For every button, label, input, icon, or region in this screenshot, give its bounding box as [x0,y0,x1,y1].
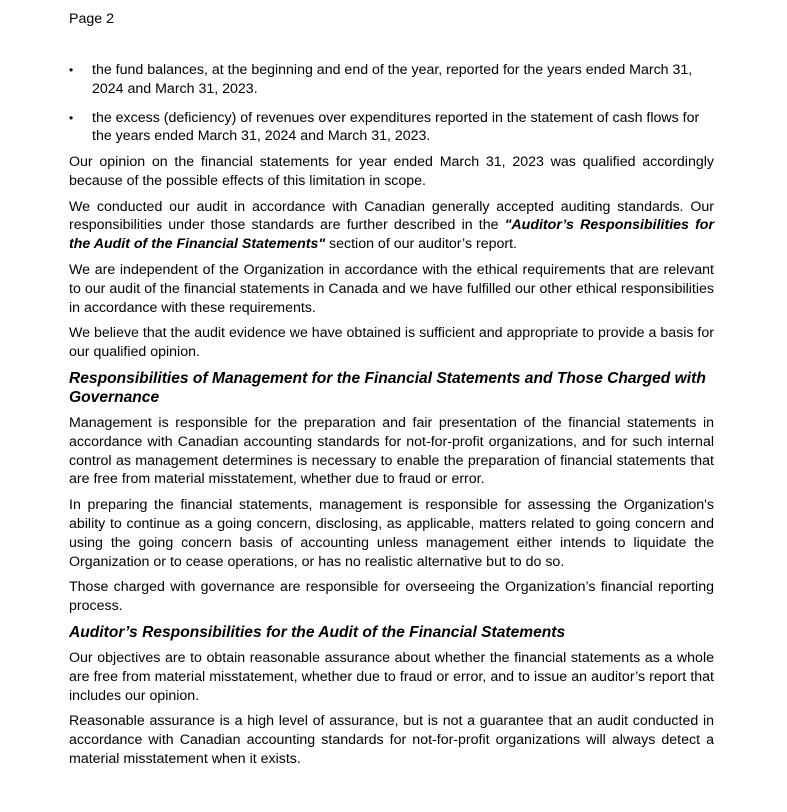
list-item [69,109,714,147]
paragraph-reasonable-assurance: Reasonable assurance is a high level of assurance, but is not a guarantee that an audit conducted in accordance with Canadian accounting standards for not-for-profit organizations will always detect a material misstatement when it exists. [69,713,714,767]
document-body [69,153,714,776]
paragraph-audit-standards [69,198,714,254]
paragraph-governance-oversight: Those charged with governance are responsible for overseeing the Organization’s financial reporting process. [69,579,714,615]
bullet-list [69,61,714,156]
paragraph-independence: We are independent of the Organization in accordance with the ethical requirements that are relevant to our audit of the financial statements in Canada and we have fulfilled our other ethical responsibilities in accordance with these requirements. [69,261,714,316]
section-reference: "Auditor’s Responsibilities for the Audit of the Financial Statements" [69,217,714,253]
list-item [69,61,714,99]
paragraph-management-preparation: Management is responsible for the preparation and fair presentation of the financial statements in accordance with Canadian accounting standards for not-for-profit organizations, and for such internal control as management determines is necessary to enable the preparation of financial statements that are free from material misstatement, whether due to fraud or error. [69,414,714,488]
bullet-marker: • [69,110,74,125]
paragraph-qualified-opinion-note: Our opinion on the financial statements for year ended March 31, 2023 was qualified accordingly because of the possible effects of this limitation in scope. [69,154,714,189]
paragraph-going-concern: In preparing the financial statements, management is responsible for assessing the Organization's ability to continue as a going concern, disclosing, as applicable, matters related to going concern and using the going concern basis of accounting unless management either intends to liquidate the Organization or to cease operations, or has no realistic alternative but to do so. [69,497,714,570]
bullet-marker: • [69,63,74,77]
paragraph-audit-evidence: We believe that the audit evidence we have obtained is sufficient and appropriate to provide a basis for our qualified opinion. [69,325,714,361]
list-item-text: the excess (deficiency) of revenues over expenditures reported in the statement of cash flows for the years ended March 31, 2024 and March 31, 2023. [92,109,700,145]
list-item-text: the fund balances, at the beginning and end of the year, reported for the years ended March 31, 2024 and March 31, 2023. [92,62,693,97]
section-heading-auditor-responsibilities: Auditor’s Responsibilities for the Audit of the Financial Statements [69,623,566,641]
paragraph-text: We conducted our audit in accordance with Canadian generally accepted auditing standards. Our responsibilities under those standards are further described in the [69,198,714,234]
paragraph-audit-objectives: Our objectives are to obtain reasonable assurance about whether the financial statements as a whole are free from material misstatement, whether due to fraud or error, and to issue an auditor’s report that includes our opinion. [69,649,714,704]
paragraph-text: section of our auditor’s report. [325,236,517,253]
page-number: Page 2 [69,11,114,27]
section-heading-management-responsibilities: Responsibilities of Management for the Financial Statements and Those Charged with Governance [69,369,706,406]
